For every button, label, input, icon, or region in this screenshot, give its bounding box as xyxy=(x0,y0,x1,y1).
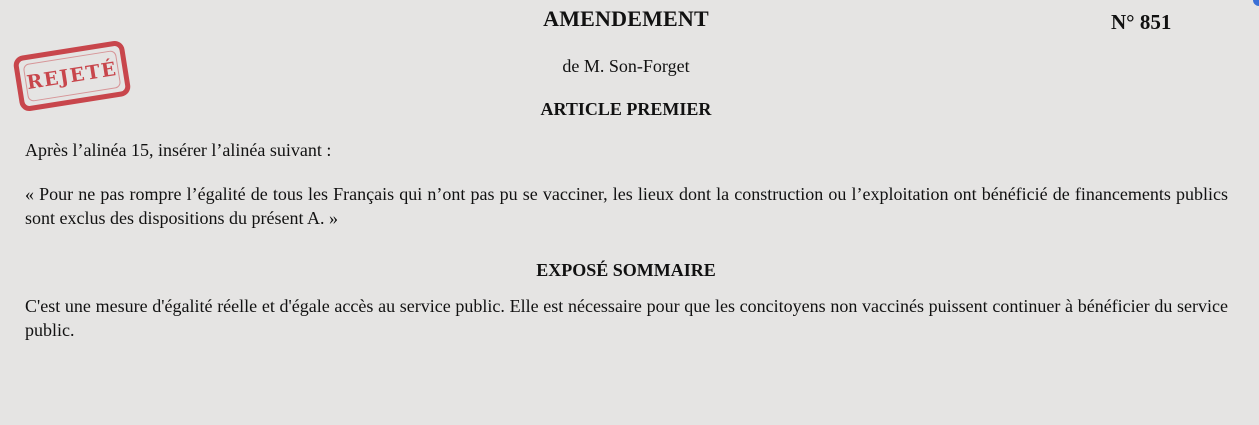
amendment-title: AMENDEMENT xyxy=(543,6,709,31)
amendment-text: « Pour ne pas rompre l’égalité de tous les Français qui n’ont pas pu se vacciner, les lieux dont la construction ou l’exploitation ont bénéficié de financements publics sont exclus des dispositions du présent A. » xyxy=(25,184,1228,228)
expose-heading: EXPOSÉ SOMMAIRE xyxy=(536,260,716,280)
article-instruction: Après l’alinéa 15, insérer l’alinéa suivant : xyxy=(25,140,332,160)
expose-text: C'est une mesure d'égalité réelle et d'égale accès au service public. Elle est nécessaire pour que les concitoyens non vaccinés puissent continuer à bénéficier du service public. xyxy=(25,296,1228,340)
amendment-number: N° 851 xyxy=(1111,10,1172,34)
article-heading: ARTICLE PREMIER xyxy=(540,99,712,119)
window-corner-accent xyxy=(1253,0,1259,6)
stamp-label: REJETÉ xyxy=(25,57,119,95)
amendment-author: de M. Son-Forget xyxy=(562,56,690,76)
